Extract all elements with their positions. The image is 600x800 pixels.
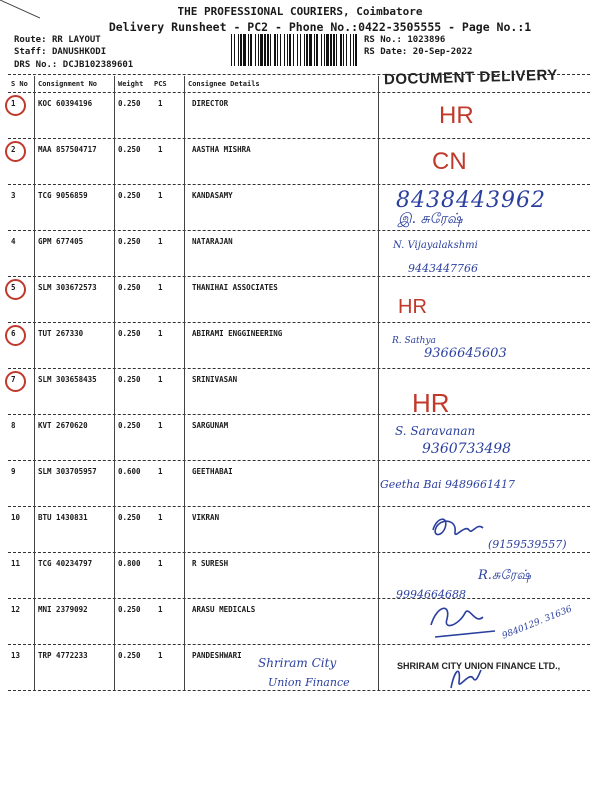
column-separator <box>184 76 185 690</box>
row-consignee: SRINIVASAN <box>192 375 238 384</box>
barcode-bar <box>289 34 291 66</box>
row-sno: 6 <box>11 329 16 338</box>
row-consignment: SLM 303658435 <box>38 375 97 384</box>
row-weight: 0.250 <box>118 99 141 108</box>
handwritten-phone-r3: 8438443962 <box>396 188 546 213</box>
row-sno: 9 <box>11 467 16 476</box>
barcode-bar <box>267 34 269 66</box>
row-divider <box>8 506 590 507</box>
row-pcs: 1 <box>158 513 163 522</box>
drs-label: DRS No.: <box>14 60 58 70</box>
barcode-bar <box>326 34 329 66</box>
handwritten-note-r13-line1: Shriram City <box>258 656 337 670</box>
rs-no-value: 1023896 <box>407 35 446 45</box>
barcode-bar <box>336 34 337 66</box>
row-consignee: DIRECTOR <box>192 99 229 108</box>
barcode-bar <box>297 34 298 66</box>
col-header-weight: Weight <box>118 80 144 88</box>
signature-scribble-r10 <box>425 510 495 550</box>
row-weight: 0.600 <box>118 467 141 476</box>
handwritten-name-r3: இ. சுரேஷ் <box>398 211 463 227</box>
row-consignee: GEETHABAI <box>192 467 233 476</box>
barcode-bar <box>324 34 325 66</box>
row-weight: 0.250 <box>118 651 141 660</box>
barcode-bar <box>353 34 354 66</box>
row-divider <box>8 322 590 323</box>
row-sno: 10 <box>11 513 21 522</box>
barcode-bar <box>277 34 278 66</box>
barcode-bar <box>306 34 308 66</box>
row-mark-circle <box>5 371 26 392</box>
company-title: THE PROFESSIONAL COURIERS, Coimbatore <box>177 5 423 18</box>
staff-label: Staff: <box>14 47 47 57</box>
row-sno: 4 <box>11 237 16 246</box>
row-divider <box>8 460 590 461</box>
row-weight: 0.250 <box>118 375 141 384</box>
handwritten-phone-r10: (9159539557) <box>488 538 567 551</box>
barcode-bar <box>255 34 256 66</box>
row-pcs: 1 <box>158 191 163 200</box>
row-pcs: 1 <box>158 559 163 568</box>
row-pcs: 1 <box>158 467 163 476</box>
barcode-bar <box>300 34 301 66</box>
row-weight: 0.250 <box>118 191 141 200</box>
handwritten-phone-r4: 9443447766 <box>408 262 478 275</box>
row-consignment: MAA 857504717 <box>38 145 97 154</box>
row-sno: 7 <box>11 375 16 384</box>
barcode-bar <box>280 34 281 66</box>
barcode-bar <box>355 34 357 66</box>
row-consignment: TRP 4772233 <box>38 651 88 660</box>
row-pcs: 1 <box>158 329 163 338</box>
row-consignee: KANDASAMY <box>192 191 233 200</box>
row-consignee: R SURESH <box>192 559 229 568</box>
row-divider <box>8 414 590 415</box>
runsheet-title: Delivery Runsheet - PC2 - Phone No.:0422-3505555 - Page No.:1 <box>108 20 532 34</box>
header-rule-bottom <box>8 92 590 93</box>
handwritten-name-r4: N. Vijayalakshmi <box>393 240 478 251</box>
row-pcs: 1 <box>158 375 163 384</box>
handwritten-name-r11: R.சுரேஷ் <box>478 568 531 583</box>
row-divider <box>8 184 590 185</box>
rs-no-line <box>364 35 445 45</box>
barcode-bar <box>248 34 249 66</box>
shriram-company-stamp: SHRIRAM CITY UNION FINANCE LTD., <box>397 661 561 671</box>
row-consignee: VIKRAN <box>192 513 220 522</box>
barcode-bar <box>231 34 232 66</box>
barcode-bar <box>260 34 263 66</box>
row-consignee: ARASU MEDICALS <box>192 605 256 614</box>
rs-date-value: 20-Sep-2022 <box>412 47 473 57</box>
barcode-bar <box>340 34 342 66</box>
barcode-bar <box>309 34 312 66</box>
signature-scribble-r12 <box>425 595 515 645</box>
row-consignment: GPM 677405 <box>38 237 84 246</box>
row-sno: 3 <box>11 191 16 200</box>
barcode-bar <box>234 34 235 66</box>
handwritten-note-r5: HR <box>398 296 427 318</box>
document-delivery-stamp: DOCUMENT DELIVERY <box>383 66 558 89</box>
drs-value: DCJB102389601 <box>62 60 134 70</box>
row-consignment: MNI 2379092 <box>38 605 88 614</box>
handwritten-note-r1: HR <box>439 102 474 129</box>
barcode-bar <box>243 34 246 66</box>
signature-scribble-r13 <box>445 662 485 694</box>
row-pcs: 1 <box>158 145 163 154</box>
row-pcs: 1 <box>158 283 163 292</box>
row-sno: 13 <box>11 651 21 660</box>
row-consignee: ABIRAMI ENGGINEERING <box>192 329 283 338</box>
row-weight: 0.250 <box>118 605 141 614</box>
row-consignment: KOC 60394196 <box>38 99 93 108</box>
row-pcs: 1 <box>158 651 163 660</box>
row-consignee: PANDESHWARI <box>192 651 242 660</box>
row-weight: 0.800 <box>118 559 141 568</box>
barcode-bar <box>238 34 239 66</box>
barcode-bar <box>284 34 285 66</box>
handwritten-phone-r6: 9366645603 <box>424 346 507 361</box>
route-value: RR LAYOUT <box>51 35 101 45</box>
handwritten-note-r13-line2: Union Finance <box>268 676 350 689</box>
row-consignment: SLM 303672573 <box>38 283 97 292</box>
row-weight: 0.250 <box>118 145 141 154</box>
barcode-bar <box>314 34 315 66</box>
row-divider <box>8 138 590 139</box>
row-consignee: AASTHA MISHRA <box>192 145 251 154</box>
row-consignment: SLM 303705957 <box>38 467 97 476</box>
row-weight: 0.250 <box>118 513 141 522</box>
rs-date-label: RS Date: <box>364 47 408 57</box>
rs-no-label: RS No.: <box>364 35 402 45</box>
barcode-bar <box>270 34 271 66</box>
col-header-consignment: Consignment No <box>38 80 98 88</box>
barcode-bar <box>258 34 259 66</box>
rs-date-line <box>364 47 472 57</box>
handwritten-phone-r12: 9840129. 31636 <box>500 604 574 642</box>
row-consignment: BTU 1430831 <box>38 513 88 522</box>
barcode-bar <box>346 34 347 66</box>
row-weight: 0.250 <box>118 421 141 430</box>
row-mark-circle <box>5 325 26 346</box>
row-divider <box>8 552 590 553</box>
row-divider <box>8 276 590 277</box>
barcode-bar <box>321 34 322 66</box>
row-sno: 5 <box>11 283 16 292</box>
row-pcs: 1 <box>158 421 163 430</box>
barcode-bar <box>274 34 276 66</box>
row-divider <box>8 368 590 369</box>
row-consignment: TUT 267330 <box>38 329 84 338</box>
row-sno: 12 <box>11 605 21 614</box>
handwritten-phone-r8: 9360733498 <box>422 441 512 457</box>
barcode-bar <box>287 34 288 66</box>
row-consignment: TCG 40234797 <box>38 559 93 568</box>
row-divider <box>8 230 590 231</box>
row-consignment: KVT 2670620 <box>38 421 88 430</box>
row-mark-circle <box>5 95 26 116</box>
row-mark-circle <box>5 141 26 162</box>
row-sno: 2 <box>11 145 16 154</box>
barcode-bar <box>250 34 252 66</box>
route-line <box>14 35 101 45</box>
row-pcs: 1 <box>158 605 163 614</box>
row-weight: 0.250 <box>118 237 141 246</box>
column-separator <box>34 76 35 690</box>
barcode-bar <box>316 34 318 66</box>
col-header-consignee: Consignee Details <box>188 80 260 88</box>
staff-line <box>14 47 106 57</box>
row-mark-circle <box>5 279 26 300</box>
row-consignee: NATARAJAN <box>192 237 233 246</box>
route-label: Route: <box>14 35 47 45</box>
handwritten-name-r8: S. Saravanan <box>395 424 476 438</box>
col-header-pcs: PCS <box>154 80 167 88</box>
handwritten-phone-r11: 9994664688 <box>396 588 466 601</box>
row-pcs: 1 <box>158 99 163 108</box>
staff-value: DANUSHKODI <box>51 47 107 57</box>
drs-line <box>14 60 133 70</box>
row-sno: 1 <box>11 99 16 108</box>
runsheet-barcode <box>231 34 359 66</box>
row-consignee: THANIHAI ASSOCIATES <box>192 283 278 292</box>
barcode-bar <box>343 34 344 66</box>
barcode-bar <box>293 34 294 66</box>
handwritten-note-r2: CN <box>432 148 467 175</box>
col-header-sno: S No <box>11 80 28 88</box>
barcode-bar <box>240 34 242 66</box>
handwritten-note-r7: HR <box>412 388 450 418</box>
row-weight: 0.250 <box>118 329 141 338</box>
row-sno: 11 <box>11 559 21 568</box>
row-sno: 8 <box>11 421 16 430</box>
row-weight: 0.250 <box>118 283 141 292</box>
barcode-bar <box>330 34 332 66</box>
barcode-bar <box>304 34 305 66</box>
table-bottom-rule <box>8 690 590 691</box>
row-pcs: 1 <box>158 237 163 246</box>
handwritten-name-r6: R. Sathya <box>392 336 436 346</box>
column-separator <box>378 76 379 690</box>
barcode-bar <box>350 34 351 66</box>
row-consignment: TCG 9056859 <box>38 191 88 200</box>
barcode-bar <box>333 34 335 66</box>
handwritten-note-r9: Geetha Bai 9489661417 <box>380 478 516 491</box>
row-consignee: SARGUNAM <box>192 421 229 430</box>
barcode-bar <box>264 34 266 66</box>
column-separator <box>114 76 115 690</box>
